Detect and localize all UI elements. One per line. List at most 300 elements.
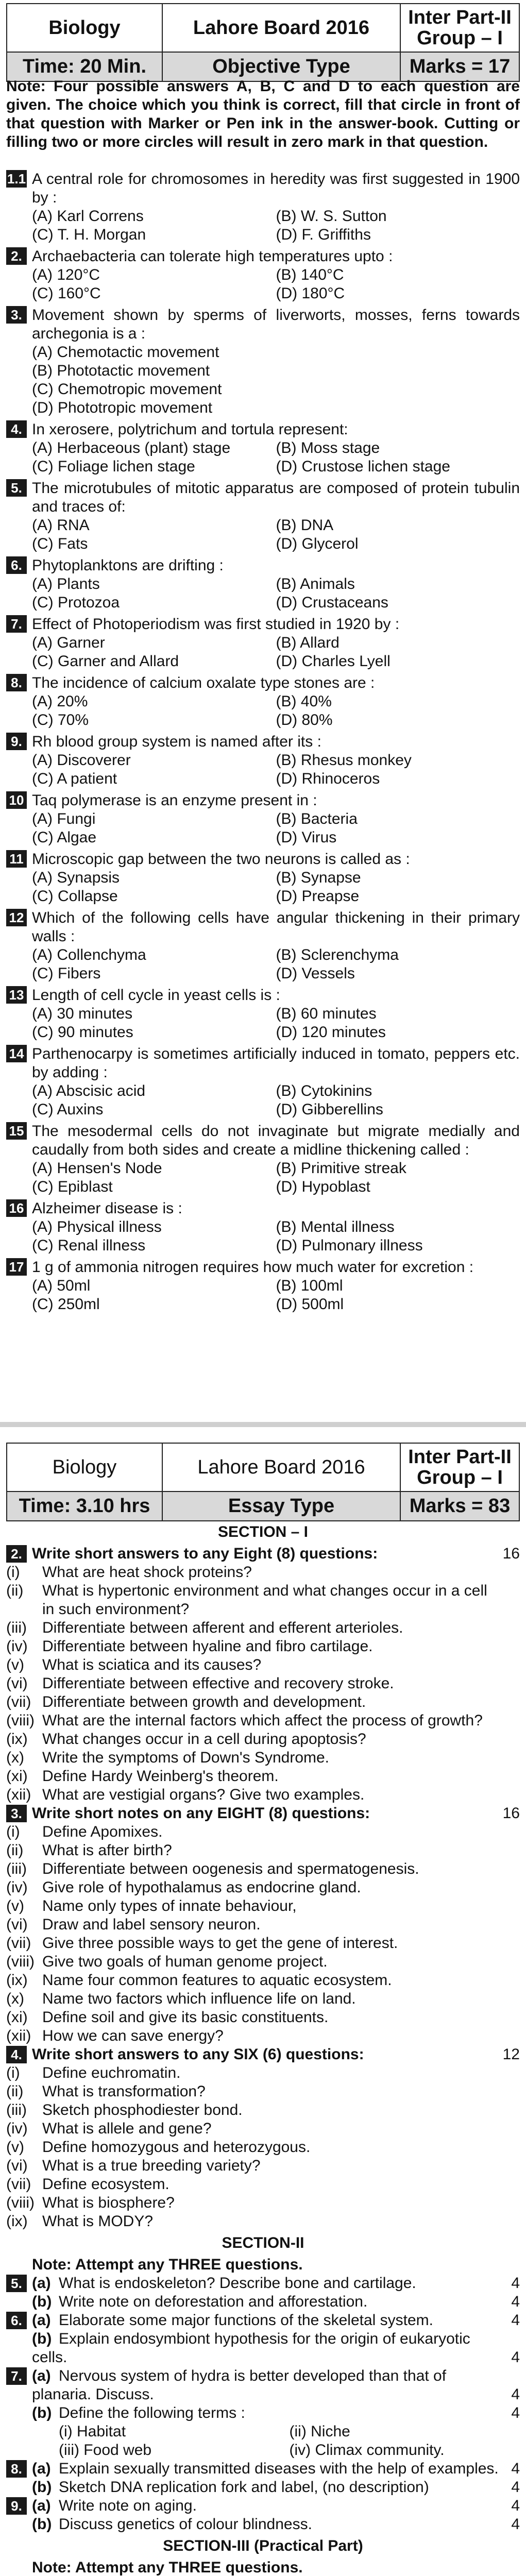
option: (C) Chemotropic movement [32, 381, 222, 398]
option: (A) 20% [32, 693, 88, 710]
item-number: (v) [6, 1656, 24, 1673]
option: (D) Rhinoceros [276, 770, 380, 787]
term: (ii) Niche [289, 2423, 350, 2440]
question-number: 2. [6, 247, 27, 265]
item-number: (vi) [6, 1916, 28, 1933]
mcq-question [6, 615, 520, 671]
question-text: The microtubules of mitotic apparatus are composed of protein tubulin and traces of: [32, 480, 520, 515]
item-text: Name four common features to aquatic ecosystem. [42, 1972, 392, 1989]
option: (B) Primitive streak [276, 1160, 406, 1177]
part-marks: 4 [511, 2460, 520, 2477]
short-question-item [6, 1990, 520, 2008]
short-question-heading [6, 1804, 520, 1823]
option: (C) 160°C [32, 285, 101, 302]
item-number: (iii) [6, 1860, 27, 1877]
item-text: What changes occur in a cell during apoptosis? [42, 1731, 366, 1748]
question-number: 4. [6, 2046, 27, 2063]
part-marks: 4 [511, 2312, 520, 2329]
mcq-question [6, 420, 520, 476]
part-marks: 4 [511, 2404, 520, 2421]
options [32, 1005, 520, 1042]
option: (C) 250ml [32, 1296, 100, 1313]
short-question-item [6, 1878, 520, 1897]
item-text: Define ecosystem. [42, 2176, 169, 2193]
board: Lahore Board 2016 [162, 4, 400, 52]
question-marks: 16 [502, 1805, 520, 1822]
question-number: 8. [6, 674, 27, 691]
short-question-item [6, 1637, 520, 1656]
item-text: Write the symptoms of Down's Syndrome. [42, 1749, 330, 1766]
question-number: 7. [6, 2367, 27, 2385]
option: (A) 120°C [32, 266, 100, 283]
short-question-item [6, 2194, 520, 2212]
item-text: What is a true breeding variety? [42, 2157, 261, 2174]
short-question-item [6, 1786, 520, 1804]
part-group: Inter Part-II Group – I [400, 1443, 519, 1492]
part-marks: 4 [511, 2349, 520, 2366]
item-text: Define homozygous and heterozygous. [42, 2139, 311, 2156]
part-label: (a) [32, 2497, 51, 2514]
item-text: Differentiate between hyaline and fibro cartilage. [42, 1638, 373, 1655]
item-text: What is transformation? [42, 2083, 206, 2100]
part-marks: 4 [511, 2275, 520, 2292]
item-text: Define soil and give its basic constituents. [42, 2009, 329, 2026]
time: Time: 3.10 hrs [7, 1492, 162, 1521]
option: (A) Collenchyma [32, 946, 146, 963]
part-marks: 4 [511, 2479, 520, 2496]
short-question-item [6, 2157, 520, 2175]
option: (A) Physical illness [32, 1218, 162, 1235]
item-text: Name only types of innate behaviour, [42, 1897, 297, 1914]
short-question-item [6, 1971, 520, 1990]
question-text: Alzheimer disease is : [32, 1200, 182, 1217]
item-number: (iii) [6, 1619, 27, 1636]
mcq-question [6, 479, 520, 553]
item-number: (xii) [6, 2027, 31, 2044]
item-number: (v) [6, 1897, 24, 1914]
term: (iv) Climax community. [289, 2442, 445, 2459]
option: (D) F. Griffiths [276, 226, 371, 243]
item-number: (vii) [6, 1935, 31, 1952]
question-text: Phytoplanktons are drifting : [32, 557, 224, 574]
option: (A) RNA [32, 517, 90, 534]
option: (B) DNA [276, 517, 334, 534]
short-question-item [6, 1767, 520, 1786]
item-number: (i) [6, 1564, 20, 1581]
short-question-item [6, 1730, 520, 1749]
option: (C) Protozoa [32, 594, 120, 611]
option: (B) Animals [276, 575, 355, 592]
part-marks: 4 [511, 2386, 520, 2403]
section-title: SECTION-II [222, 2234, 304, 2251]
options [32, 751, 520, 788]
paper-type: Objective Type [162, 52, 400, 81]
item-text: Define euchromatin. [42, 2064, 181, 2081]
mcq-question [6, 306, 520, 417]
part-text: Nervous system of hydra is better developed than that of planaria. Discuss. [32, 2367, 447, 2403]
item-text: Differentiate between growth and development. [42, 1693, 366, 1710]
part-text: Sketch DNA replication fork and label, (no description) [59, 2479, 429, 2496]
part-text: Write note on deforestation and afforestation. [59, 2293, 368, 2310]
short-question-heading [6, 1545, 520, 1563]
options [32, 1218, 520, 1255]
question-number: 9. [6, 2497, 27, 2515]
mcq-question [6, 556, 520, 612]
question-number: 15 [6, 1122, 27, 1140]
item-number: (x) [6, 1990, 24, 2007]
short-question-item [6, 1693, 520, 1711]
question-text: In xerosere, polytrichum and tortula represent: [32, 421, 348, 438]
item-text: Define Apomixes. [42, 1823, 163, 1840]
mcq-list [6, 170, 520, 1317]
item-text: Sketch phosphodiester bond. [42, 2102, 243, 2119]
long-question-part [6, 2311, 520, 2330]
part-text: Write note on aging. [59, 2497, 197, 2514]
item-text: How we can save energy? [42, 2027, 224, 2044]
option: (C) A patient [32, 770, 117, 787]
mcq-question [6, 674, 520, 730]
long-question-part [6, 2460, 520, 2478]
question-number: 10 [6, 791, 27, 809]
option: (D) Gibberellins [276, 1101, 383, 1118]
options [32, 869, 520, 906]
options [32, 692, 520, 730]
short-question-item [6, 1841, 520, 1860]
question-marks: 16 [502, 1545, 520, 1562]
short-question-item [6, 2175, 520, 2194]
short-question-heading [6, 2045, 520, 2064]
long-question-part [6, 2274, 520, 2293]
part-label: (b) [32, 2479, 52, 2496]
option: (C) Epiblast [32, 1178, 113, 1195]
part-marks: 4 [511, 2497, 520, 2514]
item-number: (viii) [6, 2194, 35, 2211]
item-text: Differentiate between oogenesis and spermatogenesis. [42, 1860, 419, 1877]
option: (B) Bacteria [276, 810, 358, 827]
mcq-question [6, 791, 520, 847]
options [32, 575, 520, 612]
option: (D) Preapse [276, 888, 360, 905]
option: (B) 140°C [276, 266, 344, 283]
option: (B) Moss stage [276, 439, 380, 456]
question-number: 16 [6, 1199, 27, 1217]
part-label: (b) [32, 2516, 52, 2533]
time: Time: 20 Min. [7, 52, 162, 81]
option: (A) Synapsis [32, 869, 120, 886]
option: (A) Plants [32, 575, 100, 592]
option: (C) Algae [32, 829, 97, 846]
short-question-item [6, 1749, 520, 1767]
options [32, 207, 520, 244]
part-text: Explain sexually transmitted diseases with the help of examples. [59, 2460, 499, 2477]
item-text: Give two goals of human genome project. [42, 1953, 328, 1970]
item-text: Differentiate between effective and recovery stroke. [42, 1675, 394, 1692]
item-number: (viii) [6, 1953, 35, 1970]
part-text: Define the following terms : [59, 2404, 245, 2421]
item-number: (xi) [6, 1768, 28, 1785]
option: (C) Fibers [32, 965, 101, 982]
question-text: Movement shown by sperms of liverworts, mosses, ferns towards archegonia is a : [32, 307, 520, 342]
question-number: 8. [6, 2460, 27, 2478]
option [276, 362, 520, 380]
item-number: (xi) [6, 2009, 28, 2026]
options [32, 1277, 520, 1314]
item-number: (v) [6, 2139, 24, 2156]
item-number: (ix) [6, 2213, 28, 2230]
option: (C) T. H. Morgan [32, 226, 146, 243]
option: (C) Renal illness [32, 1237, 146, 1254]
question-number: 9. [6, 733, 27, 750]
section-title: SECTION-III (Practical Part) [163, 2537, 363, 2554]
mcq-question [6, 1258, 520, 1314]
essay-header [6, 1443, 520, 1521]
long-question-part [6, 2478, 520, 2497]
marks: Marks = 17 [400, 52, 519, 81]
part-label: (a) [32, 2460, 51, 2477]
item-text: What are heat shock proteins? [42, 1564, 252, 1581]
option: (B) Sclerenchyma [276, 946, 399, 963]
question-text: The incidence of calcium oxalate type stones are : [32, 674, 375, 691]
options [32, 1082, 520, 1119]
option: (D) Crustaceans [276, 594, 388, 611]
item-number: (vii) [6, 1693, 31, 1710]
short-question-item [6, 2027, 520, 2045]
option: (C) Fats [32, 535, 88, 552]
option: (D) 120 minutes [276, 1024, 386, 1041]
item-text: Draw and label sensory neuron. [42, 1916, 261, 1933]
question-number: 13 [6, 986, 27, 1004]
option: (C) Collapse [32, 888, 118, 905]
part-marks: 4 [511, 2293, 520, 2310]
part-group: Inter Part-II Group – I [400, 4, 519, 52]
option: (D) Crustose lichen stage [276, 458, 450, 475]
option: (D) Phototropic movement [32, 399, 213, 416]
question-title: Write short notes on any EIGHT (8) questions: [32, 1805, 370, 1822]
mcq-question [6, 1122, 520, 1196]
option: (B) Synapse [276, 869, 361, 886]
item-text: Define Hardy Weinberg's theorem. [42, 1768, 279, 1785]
option: (A) Herbaceous (plant) stage [32, 439, 231, 456]
question-number: 4. [6, 420, 27, 438]
item-number: (ii) [6, 1842, 24, 1859]
option: (A) Discoverer [32, 752, 131, 769]
option: (D) Pulmonary illness [276, 1237, 423, 1254]
short-question-item [6, 2064, 520, 2082]
option: (C) Auxins [32, 1101, 104, 1118]
item-number: (ix) [6, 1972, 28, 1989]
part-text: Explain endosymbiont hypothesis for the origin of eukaryotic cells. [32, 2330, 470, 2366]
part-text: Discuss genetics of colour blindness. [59, 2516, 312, 2533]
item-number: (i) [6, 1823, 20, 1840]
separator [0, 1422, 526, 1427]
mcq-question [6, 909, 520, 983]
question-title: Write short answers to any SIX (6) questions: [32, 2046, 364, 2063]
item-text: What are vestigial organs? Give two examples. [42, 1786, 365, 1803]
option: (B) Phototactic movement [32, 362, 210, 379]
item-text: What is MODY? [42, 2213, 154, 2230]
item-number: (iv) [6, 2120, 28, 2137]
question-text: Effect of Photoperiodism was first studied in 1920 by : [32, 616, 400, 633]
mcq-question [6, 733, 520, 788]
item-text: Differentiate between afferent and efferent arterioles. [42, 1619, 403, 1636]
options [32, 946, 520, 983]
long-question-part [6, 2497, 520, 2515]
item-text: What is biosphere? [42, 2194, 175, 2211]
item-number: (xii) [6, 1786, 31, 1803]
item-text: Name two factors which influence life on land. [42, 1990, 356, 2007]
term-list [6, 2422, 520, 2460]
short-question-item [6, 2082, 520, 2101]
option: (D) Charles Lyell [276, 653, 391, 670]
short-question-item [6, 2120, 520, 2138]
option [276, 380, 520, 399]
objective-note: Note: Four possible answers A, B, C and D to each question are given. The choice which you think is correct, fill that circle in front of that question with Marker or Pen ink in the answer-book. Cutting or filling two or more circles will result in zero mark in that question. [6, 78, 520, 150]
section-note: Note: Attempt any THREE questions. [32, 2256, 303, 2273]
option: (C) 90 minutes [32, 1024, 133, 1041]
question-number: 6. [6, 556, 27, 574]
item-number: (ix) [6, 1731, 28, 1748]
item-text: What is sciatica and its causes? [42, 1656, 262, 1673]
short-question-item [6, 1860, 520, 1878]
question-number: 2. [6, 1545, 27, 1563]
short-question-item [6, 1582, 520, 1619]
question-text: The mesodermal cells do not invaginate but migrate medially and caudally from both sides and create a midline thickening called : [32, 1123, 520, 1158]
question-number: 11 [6, 850, 27, 868]
question-text: 1 g of ammonia nitrogen requires how much water for excretion : [32, 1259, 474, 1276]
short-question-item [6, 1656, 520, 1674]
short-question-item [6, 2101, 520, 2120]
option [276, 399, 520, 417]
item-number: (ii) [6, 2083, 24, 2100]
short-question-item [6, 2212, 520, 2231]
question-text: Taq polymerase is an enzyme present in : [32, 792, 317, 809]
option: (A) 50ml [32, 1277, 91, 1294]
option: (D) Glycerol [276, 535, 359, 552]
question-number: 7. [6, 615, 27, 633]
mcq-question [6, 850, 520, 906]
option: (D) 500ml [276, 1296, 344, 1313]
item-number: (vi) [6, 1675, 28, 1692]
part-text: What is endoskeleton? Describe bone and cartilage. [59, 2275, 416, 2292]
option: (D) 180°C [276, 285, 345, 302]
term: (i) Habitat [59, 2423, 126, 2440]
option: (D) Hypoblast [276, 1178, 370, 1195]
marks: Marks = 83 [400, 1492, 519, 1521]
paper-type: Essay Type [162, 1492, 400, 1521]
item-text: Give three possible ways to get the gene of interest. [42, 1935, 398, 1952]
question-text: Microscopic gap between the two neurons is called as : [32, 851, 410, 868]
part-label: (b) [32, 2404, 52, 2421]
short-question-item [6, 2008, 520, 2027]
question-number: 3. [6, 306, 27, 324]
short-question-item [6, 1897, 520, 1916]
options [32, 516, 520, 553]
item-number: (x) [6, 1749, 24, 1766]
question-text: Which of the following cells have angular thickening in their primary walls : [32, 909, 520, 945]
item-number: (vii) [6, 2176, 31, 2193]
long-question-part [6, 2293, 520, 2311]
part-marks: 4 [511, 2516, 520, 2533]
options [32, 343, 520, 417]
item-number: (iii) [6, 2102, 27, 2119]
option: (B) 60 minutes [276, 1005, 377, 1022]
item-number: (viii) [6, 1712, 35, 1729]
question-text: Rh blood group system is named after its : [32, 733, 321, 750]
option: (A) Hensen's Node [32, 1160, 162, 1177]
question-text: Parthenocarpy is sometimes artificially induced in tomato, peppers etc. by adding : [32, 1045, 520, 1081]
option: (B) 100ml [276, 1277, 343, 1294]
option: (C) 70% [32, 711, 89, 728]
short-question-item [6, 1934, 520, 1953]
mcq-question [6, 1199, 520, 1255]
long-question-part [6, 2367, 520, 2404]
short-question-item [6, 1916, 520, 1934]
question-number: 5. [6, 479, 27, 497]
long-question-part [6, 2404, 520, 2422]
essay-content [6, 1520, 520, 2576]
term: (iii) Food web [59, 2442, 152, 2459]
options [32, 266, 520, 303]
options [32, 810, 520, 847]
item-number: (i) [6, 2064, 20, 2081]
section-title: SECTION – I [217, 1523, 309, 1540]
item-text: What is allele and gene? [42, 2120, 212, 2137]
item-text: What are the internal factors which affect the process of growth? [42, 1712, 483, 1729]
question-title: Write short answers to any Eight (8) questions: [32, 1545, 378, 1562]
short-question-item [6, 1619, 520, 1637]
question-number: 3. [6, 1805, 27, 1822]
objective-header [6, 3, 520, 82]
question-number: 6. [6, 2312, 27, 2329]
part-label: (b) [32, 2293, 52, 2310]
short-question-item [6, 1823, 520, 1841]
mcq-question [6, 986, 520, 1042]
item-text: Give role of hypothalamus as endocrine gland. [42, 1879, 361, 1896]
item-number: (ii) [6, 1582, 24, 1599]
option: (B) W. S. Sutton [276, 208, 387, 225]
option: (B) Allard [276, 634, 340, 651]
short-question-item [6, 2138, 520, 2157]
option: (B) Rhesus monkey [276, 752, 412, 769]
option [276, 343, 520, 362]
part-label: (b) [32, 2330, 52, 2347]
part-text: Elaborate some major functions of the skeletal system. [59, 2312, 434, 2329]
option: (A) Abscisic acid [32, 1082, 146, 1099]
option: (A) Karl Correns [32, 208, 144, 225]
short-question-item [6, 1711, 520, 1730]
options [32, 439, 520, 476]
short-question-item [6, 1953, 520, 1971]
option: (B) Cytokinins [276, 1082, 372, 1099]
option: (D) Virus [276, 829, 337, 846]
mcq-question [6, 247, 520, 303]
option: (B) 40% [276, 693, 332, 710]
options [32, 1159, 520, 1196]
mcq-question [6, 170, 520, 244]
subject: Biology [7, 4, 162, 52]
item-number: (iv) [6, 1879, 28, 1896]
question-text: Length of cell cycle in yeast cells is : [32, 987, 280, 1004]
mcq-question [6, 1045, 520, 1119]
question-number: 1.1 [7, 171, 26, 187]
option: (B) Mental illness [276, 1218, 395, 1235]
option: (C) Foliage lichen stage [32, 458, 195, 475]
part-label: (a) [32, 2275, 51, 2292]
long-question-part [6, 2515, 520, 2534]
part-label: (a) [32, 2367, 51, 2384]
option: (D) 80% [276, 711, 333, 728]
short-question-item [6, 1674, 520, 1693]
